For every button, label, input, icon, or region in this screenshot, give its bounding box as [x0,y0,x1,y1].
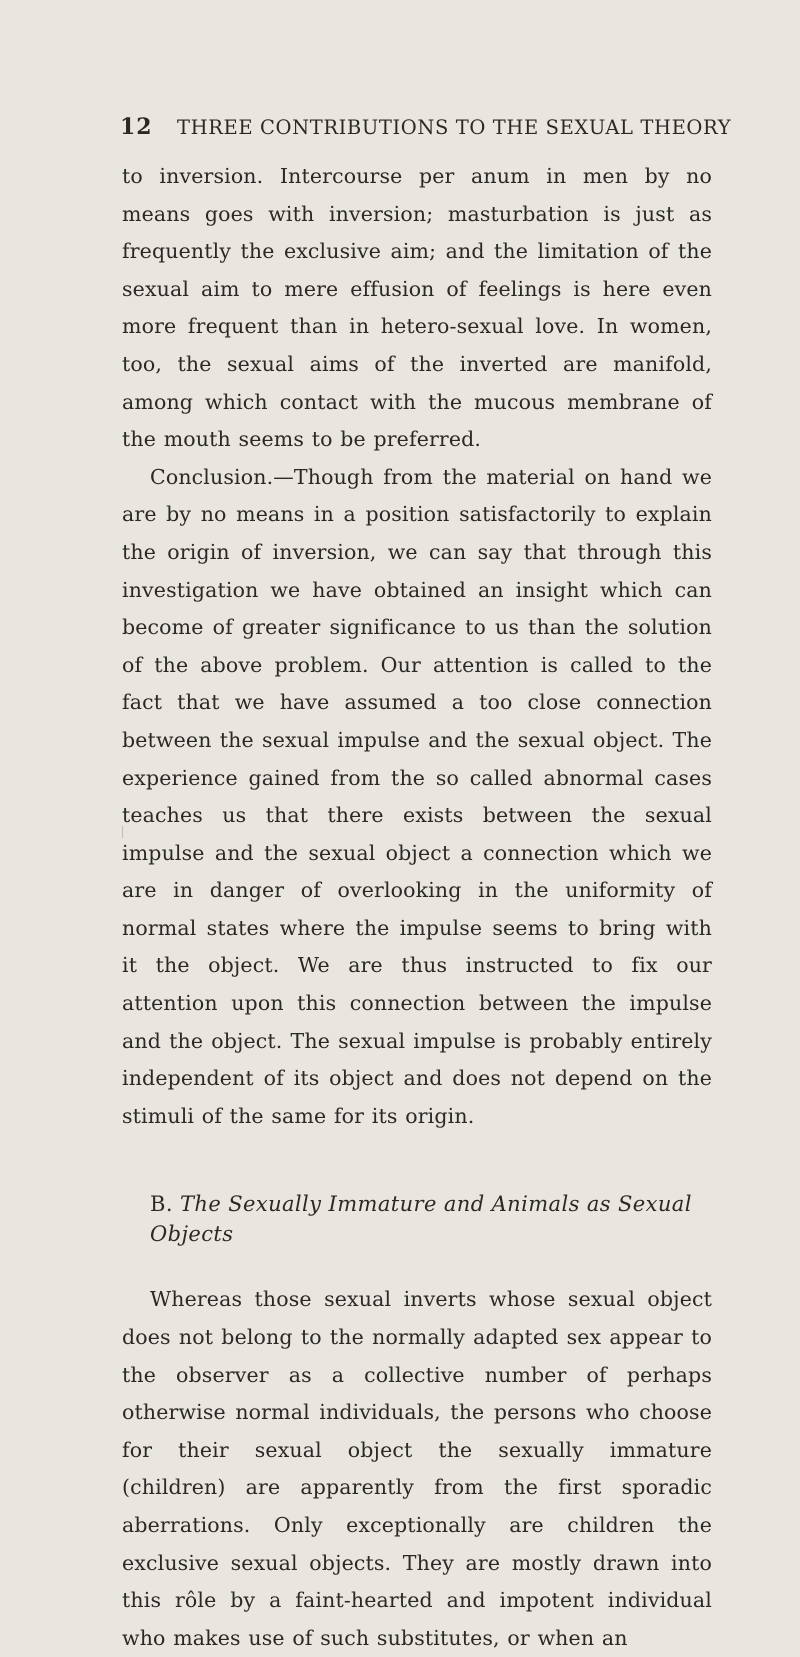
body-text [122,158,712,1657]
page-number: 12 [120,114,153,140]
paragraph-section-b: Whereas those sexual inverts whose sexual object does not belong to the normally adapted sex appear to the observer as a collective number of perhaps otherwise normal individuals, the persons who choose for their sexual object the sexually immature (children) are apparently from the first sporadic aberrations. Only exceptionally are children the exclusive sexual objects. They are mostly drawn into this rôle by a faint-hearted and impotent individual who makes use of such substitutes, or when an [122,1287,712,1650]
paragraph-continuation: to inversion. Intercourse per anum in men by no means goes with inversion; masturbation is just as frequently the exclusive aim; and the limitation of the sexual aim to mere effusion of feelings is here even more frequent than in hetero-sexual love. In women, too, the sexual aims of the inverted are manifold, among which contact with the mucous membrane of the mouth seems to be preferred. [122,164,712,452]
section-label: B. [150,1192,173,1217]
section-title: The Sexually Immature and Animals as Sexual Objects [150,1192,692,1247]
section-heading [122,1189,712,1249]
running-head: THREE CONTRIBUTIONS TO THE SEXUAL THEORY [177,116,732,139]
page-header [120,112,760,146]
paragraph-conclusion [122,459,712,1136]
conclusion-text: —Though from the material on hand we are by no means in a position satisfactorily to explain the origin of inversion, we can say that through this investigation we have obtained an insight which can become of greater significance to us than the solution of the above problem. Our attention is called to the fact that we have assumed a too close connection between the sexual impulse and the sexual object. The experience gained from the so called abnormal cases teaches us that there exists between the sexual impulse and the sexual object a connection which we are in danger of overlooking in the uniformity of normal states where the impulse seems to bring with it the object. We are thus instructed to fix our attention upon this connection between the impulse and the object. The sexual impulse is probably entirely independent of its object and does not depend on the stimuli of the same for its origin. [122,464,712,1128]
conclusion-lead: Conclusion. [150,464,274,489]
margin-mark [122,826,126,838]
